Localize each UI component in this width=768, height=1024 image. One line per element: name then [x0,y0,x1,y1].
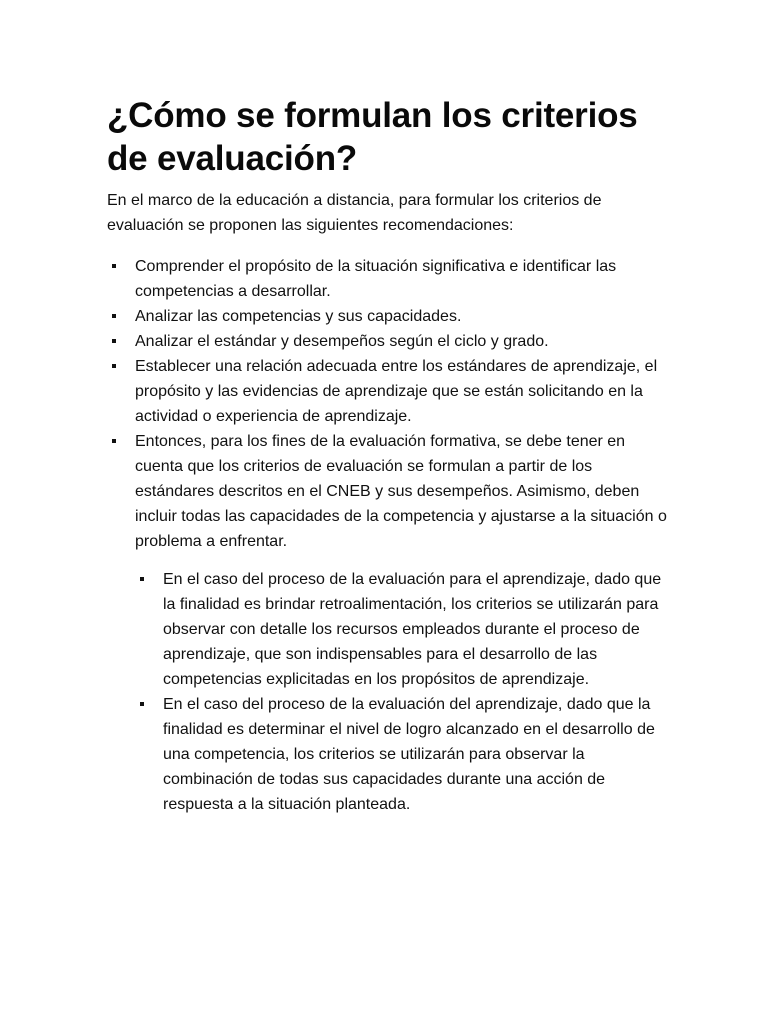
list-item [107,254,667,304]
list-item [135,692,670,817]
evaluation-cases-list [135,567,670,817]
list-item [107,354,667,429]
list-item-text: En el caso del proceso de la evaluación del aprendizaje, dado que la finalidad es determinar el nivel de logro alcanzado en el desarrollo de una competencia, los criterios se utilizarán para observar la combinación de todas sus capacidades durante una acción de respuesta a la situación planteada. [163,696,655,813]
recommendations-list [107,254,667,554]
list-item-text: En el caso del proceso de la evaluación para el aprendizaje, dado que la finalidad es brindar retroalimentación, los criterios se utilizarán para observar con detalle los recursos empleados durante el proceso de aprendizaje, que son indispensables para el desarrollo de las competencias explicitadas en los propósitos de aprendizaje. [163,571,662,688]
intro-paragraph: En el marco de la educación a distancia, para formular los criterios de evaluación se proponen las siguientes recomendaciones: [107,192,602,234]
square-bullet-icon [112,439,116,443]
list-item-text: Establecer una relación adecuada entre los estándares de aprendizaje, el propósito y las evidencias de aprendizaje que se están solicitando en la actividad o experiencia de aprendizaje. [135,358,658,425]
page-title: ¿Cómo se formulan los criterios de evaluación? [107,96,638,178]
square-bullet-icon [112,339,116,343]
list-item [107,304,667,329]
list-item [107,429,667,554]
list-item [135,567,670,692]
square-bullet-icon [112,264,116,268]
list-item-text: Entonces, para los fines de la evaluación formativa, se debe tener en cuenta que los criterios de evaluación se formulan a partir de los estándares descritos en el CNEB y sus desempeños. Asimismo, deben incluir todas las capacidades de la competencia y ajustarse a la situación o problema a enfrentar. [135,433,667,550]
list-item-text: Analizar las competencias y sus capacidades. [135,308,462,325]
square-bullet-icon [112,314,116,318]
square-bullet-icon [140,577,144,581]
square-bullet-icon [112,364,116,368]
list-item-text: Comprender el propósito de la situación significativa e identificar las competencias a desarrollar. [135,258,617,300]
list-item-text: Analizar el estándar y desempeños según el ciclo y grado. [135,333,549,350]
square-bullet-icon [140,702,144,706]
list-item [107,329,667,354]
